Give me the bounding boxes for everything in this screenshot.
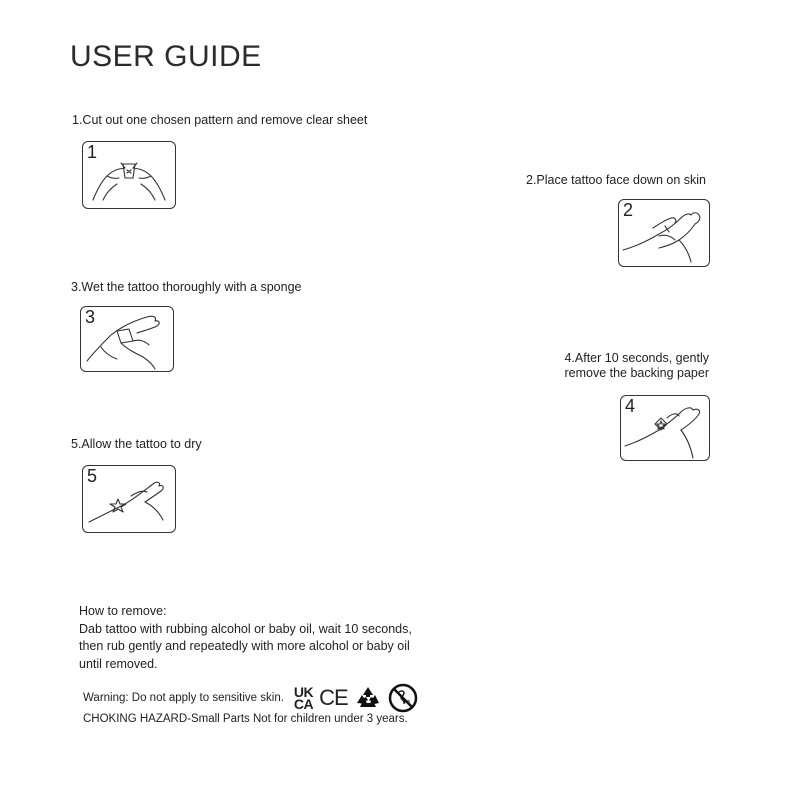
ukca-mark-top: UK <box>293 684 314 700</box>
removal-line-2: then rub gently and repeatedly with more alcohol or baby oil <box>79 639 410 653</box>
age-label: 0-3 <box>402 700 410 706</box>
recycle-icon <box>354 685 382 711</box>
step-5-illustration <box>82 465 176 533</box>
warning-text: Warning: Do not apply to sensitive skin. <box>83 692 284 704</box>
ukca-mark-bottom: CA <box>293 696 314 712</box>
step-5-text: 5.Allow the tattoo to dry <box>71 437 202 451</box>
no-under-3-icon <box>388 683 418 713</box>
hands-placing-icon <box>619 200 709 266</box>
step-1-illustration <box>82 141 176 209</box>
step-4-illustration <box>620 395 710 461</box>
step-3-number: 3 <box>85 307 96 327</box>
removal-line-1: Dab tattoo with rubbing alcohol or baby oil, wait 10 seconds, <box>79 621 412 636</box>
compliance-marks <box>294 683 418 713</box>
hands-cutting-icon <box>83 142 175 208</box>
ce-mark: CE <box>319 685 348 710</box>
peeling-paper-icon <box>621 396 709 460</box>
step-4-text <box>540 351 709 381</box>
step-4-text-line1: 4.After 10 seconds, gently <box>564 351 709 365</box>
step-2-illustration <box>618 199 710 267</box>
removal-line-3: until removed. <box>79 656 158 671</box>
step-2-number: 2 <box>623 200 634 220</box>
sponge-wetting-icon <box>81 307 173 371</box>
choking-hazard-text: CHOKING HAZARD-Small Parts Not for children under 3 years. <box>83 713 408 725</box>
dry-tattoo-hand-icon <box>83 466 175 532</box>
step-4-number: 4 <box>625 396 636 416</box>
step-2-text: 2.Place tattoo face down on skin <box>526 173 706 187</box>
step-3-text: 3.Wet the tattoo thoroughly with a sponge <box>71 280 302 294</box>
ukca-mark <box>294 686 313 710</box>
removal-instructions <box>79 603 412 673</box>
step-5-number: 5 <box>87 466 98 486</box>
step-1-number: 1 <box>87 142 98 162</box>
step-4-text-line2: remove the backing paper <box>564 366 709 380</box>
step-3-illustration <box>80 306 174 372</box>
page-title: USER GUIDE <box>70 40 262 73</box>
step-1-text: 1.Cut out one chosen pattern and remove clear sheet <box>72 113 368 127</box>
removal-heading: How to remove: <box>79 604 167 618</box>
warning-row <box>83 683 418 713</box>
